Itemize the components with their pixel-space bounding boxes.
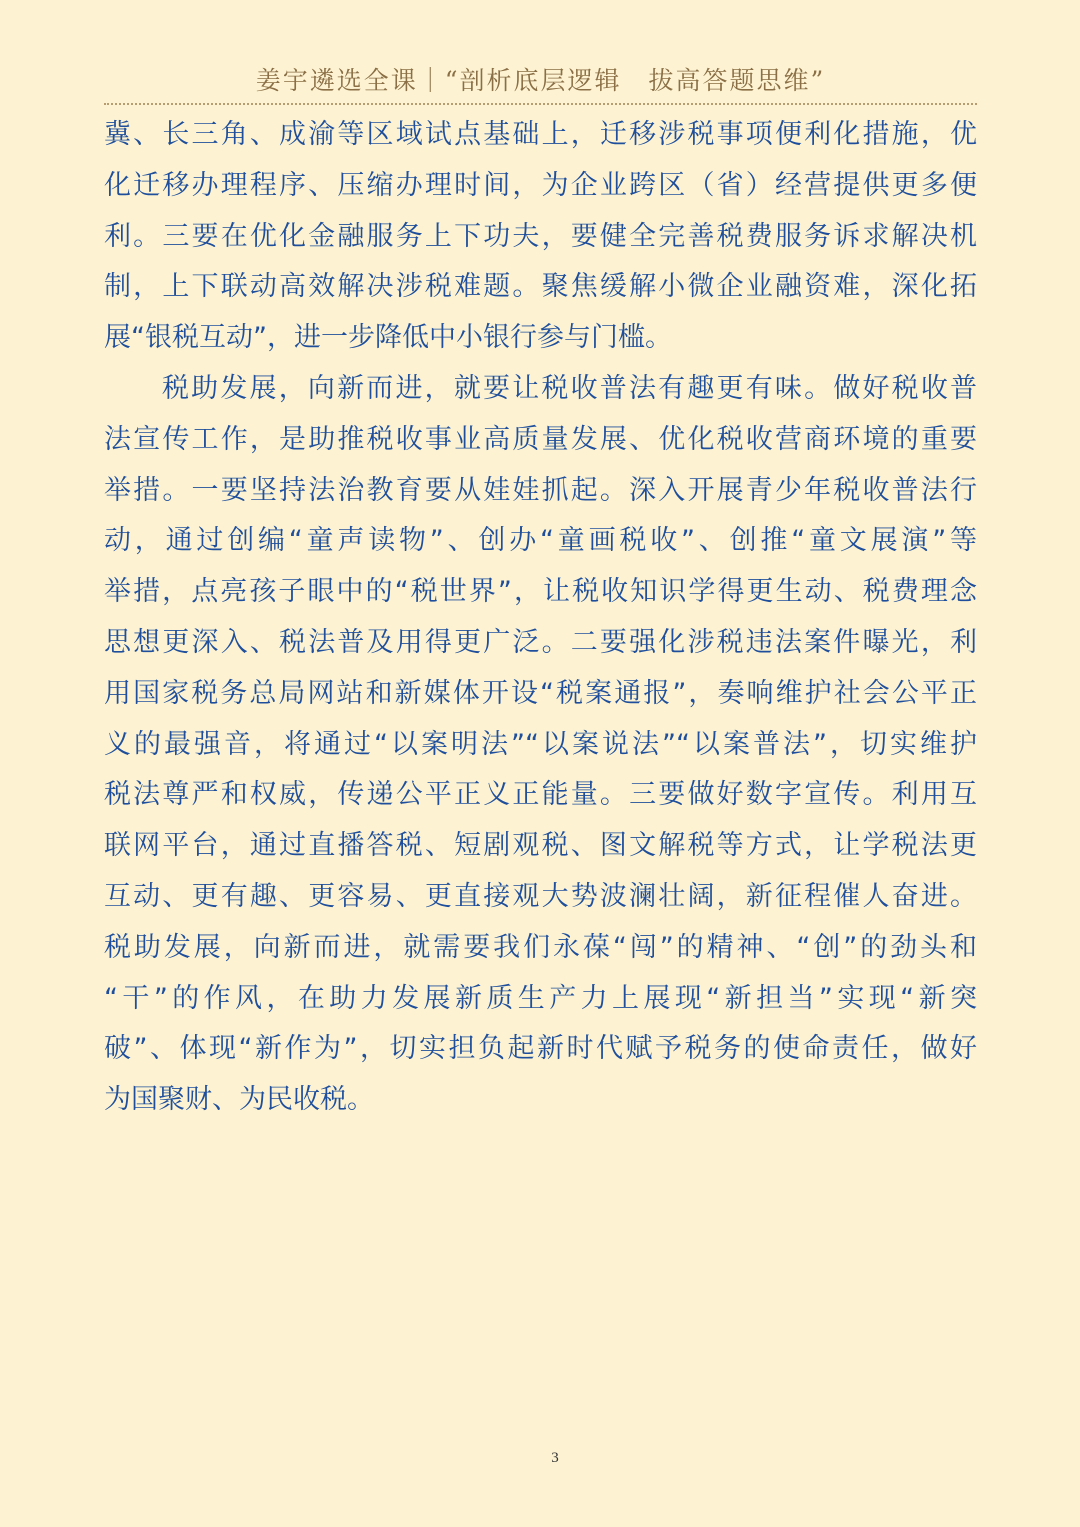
text-line: 互动、更有趣、更容易、更直接观大势波澜壮阔，新征程催人奋进。 — [104, 880, 977, 912]
text-line: 联网平台，通过直播答税、短剧观税、图文解税等方式，让学税法更 — [104, 830, 977, 862]
header-divider — [104, 103, 977, 105]
text-line: 化迁移办理程序、压缩办理时间，为企业跨区（省）经营提供更多便 — [104, 169, 977, 201]
text-line: 冀、长三角、成渝等区域试点基础上，迁移涉税事项便利化措施，优 — [104, 119, 977, 150]
text-line: 税助发展，向新而进，就需要我们永葆“闯”的精神、“创”的劲头和 — [104, 931, 977, 963]
text-line: 利。三要在优化金融服务上下功夫，要健全完善税费服务诉求解决机 — [104, 220, 977, 252]
paragraph-2 — [104, 364, 977, 1126]
text-line: 税助发展，向新而进，就要让税收普法有趣更有味。做好税收普 — [162, 372, 977, 404]
text-line: 制，上下联动高效解决涉税难题。聚焦缓解小微企业融资难，深化拓 — [104, 271, 977, 303]
text-line: 义的最强音，将通过“以案明法”“以案说法”“以案普法”，切实维护 — [104, 728, 977, 760]
text-line: 法宣传工作，是助推税收事业高质量发展、优化税收营商环境的重要 — [104, 423, 977, 455]
text-line: 展“银税互动”，进一步降低中小银行参与门槛。 — [104, 322, 672, 354]
page-number: 3 — [551, 1450, 559, 1466]
paragraph-1 — [104, 110, 977, 364]
text-line: 税法尊严和权威，传递公平正义正能量。三要做好数字宣传。利用互 — [104, 779, 977, 811]
body-text — [104, 110, 977, 1126]
text-line: 破”、体现“新作为”，切实担负起新时代赋予税务的使命责任，做好 — [104, 1033, 977, 1065]
page-header: 姜宇遴选全课｜“剖析底层逻辑 拔高答题思维” — [255, 66, 826, 95]
text-line: 为国聚财、为民收税。 — [104, 1084, 374, 1116]
text-line: 用国家税务总局网站和新媒体开设“税案通报”，奏响维护社会公平正 — [104, 677, 977, 709]
text-line: 举措。一要坚持法治教育要从娃娃抓起。深入开展青少年税收普法行 — [104, 474, 977, 506]
text-line: “干”的作风，在助力发展新质生产力上展现“新担当”实现“新突 — [104, 982, 977, 1014]
text-line: 动，通过创编“童声读物”、创办“童画税收”、创推“童文展演”等 — [104, 525, 977, 557]
text-line: 举措，点亮孩子眼中的“税世界”，让税收知识学得更生动、税费理念 — [104, 576, 977, 608]
text-line: 思想更深入、税法普及用得更广泛。二要强化涉税违法案件曝光，利 — [104, 626, 977, 658]
